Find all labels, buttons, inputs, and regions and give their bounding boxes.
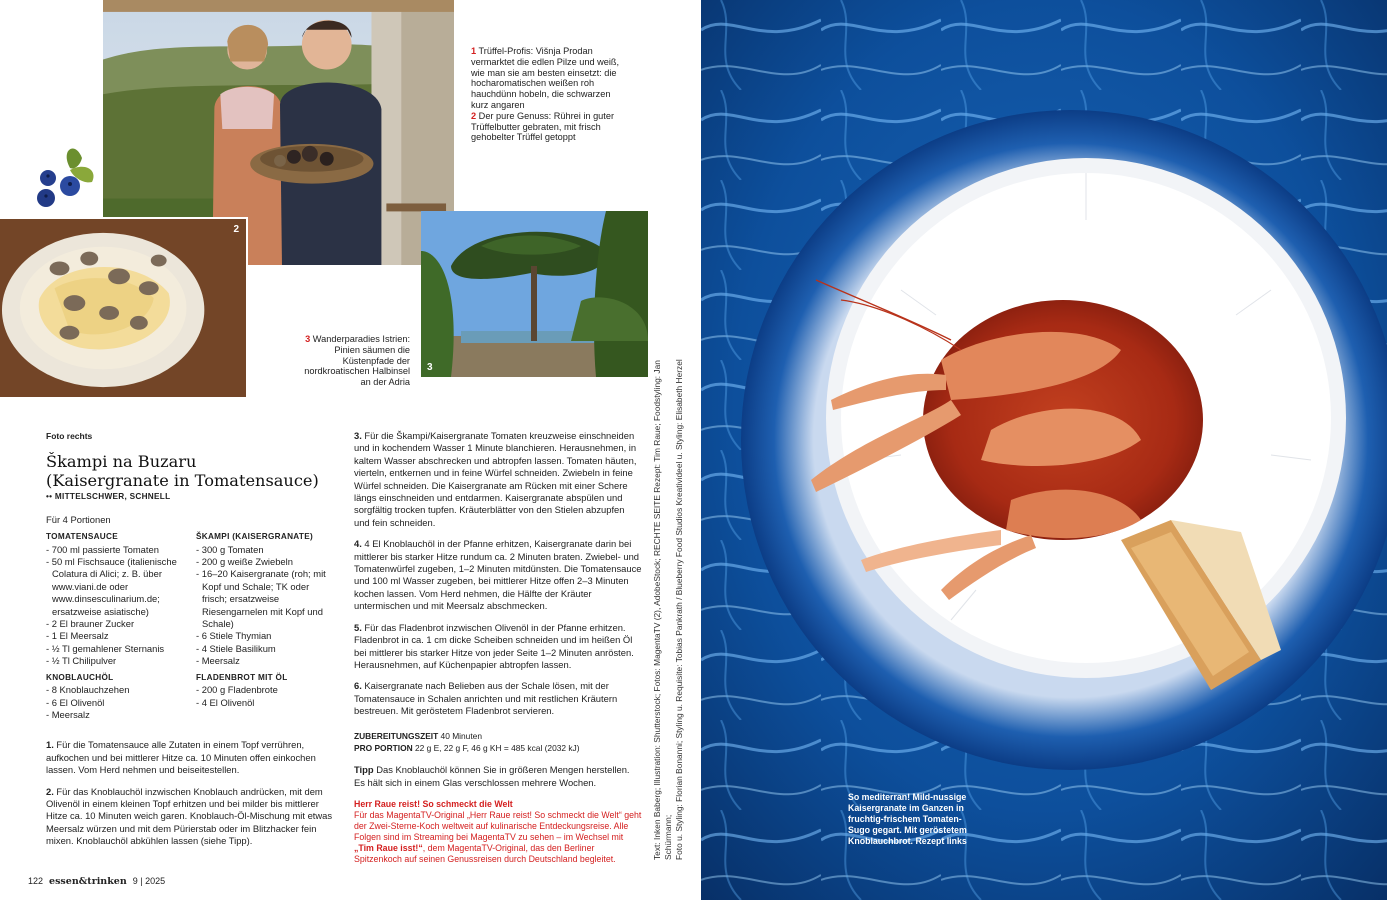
difficulty-label: •• MITTELSCHWER, SCHNELL bbox=[46, 492, 171, 502]
nutrition-value: 22 g E, 22 g F, 46 g KH = 485 kcal (2032 kJ) bbox=[412, 742, 580, 753]
photo-captions-1-2 bbox=[471, 46, 621, 143]
ingredient-item: - 4 Stiele Basilikum bbox=[196, 643, 336, 655]
step-number: 1. bbox=[46, 739, 54, 751]
tv-promo bbox=[354, 799, 642, 865]
blueberry-illustration bbox=[30, 140, 102, 208]
recipe-column-left bbox=[46, 430, 336, 848]
tip-label: Tipp bbox=[354, 764, 374, 776]
photo-scrambled-eggs-truffle bbox=[0, 217, 248, 397]
ingredient-item: - Meersalz bbox=[196, 655, 336, 667]
step-number: 2. bbox=[46, 785, 54, 797]
step-4 bbox=[354, 538, 642, 612]
ingredient-item: - 4 El Olivenöl bbox=[196, 697, 336, 709]
tip-text: Das Knoblauchöl können Sie in größeren Mengen herstellen. Es hält sich in einem Glas verschlossen mehrere Wochen. bbox=[354, 764, 630, 788]
step-text: Für das Knoblauchöl inzwischen Knoblauch andrücken, mit dem Olivenöl in einem kleinen Topf erhitzen und bei milder bis mittlerer Hitze ca. 10 Minuten weich garen. Knoblauch-Öl-Mischung mit etwas Meersalz würzen und mit dem Pürierstab oder im Blitzhacker fein mixen. Knoblauchöl abkühlen lassen (siehe Tipp). bbox=[46, 785, 333, 847]
caption-number-2: 2 bbox=[471, 110, 477, 121]
caption-number-1: 1 bbox=[471, 46, 477, 56]
tip bbox=[354, 764, 642, 789]
caption-2-text: Der pure Genuss: Rührei in guter Trüffelbutter gebraten, mit frisch gehobelter Trüffel getoppt bbox=[471, 110, 615, 143]
ingredient-item: - 6 Stiele Thymian bbox=[196, 630, 336, 642]
ingredient-item: - ½ Tl gemahlener Sternanis bbox=[46, 643, 186, 655]
right-page-dish-photo bbox=[701, 0, 1387, 900]
step-text: Für das Fladenbrot inzwischen Olivenöl in der Pfanne erhitzen. Fladenbrot in ca. 1 cm dicke Scheiben schneiden und im heißen Öl bei mittlerer bis starker Hitze von jeder Seite 1–2 Minuten anrösten. Herausnehmen, auf Küchenpapier abtropfen lassen. bbox=[354, 621, 634, 670]
promo-title: Herr Raue reist! So schmeckt die Welt bbox=[354, 799, 513, 810]
photo-caption-3 bbox=[300, 334, 410, 388]
recipe-title-line1: Škampi na Buzaru bbox=[46, 452, 197, 472]
prep-time bbox=[354, 730, 642, 742]
credits-line-1: Text: Inken Baberg; Illustration: Shutterstock; Fotos: MagentaTV (2), AdobeStock; RECHTE SEITE Rezept: Tim Raue; Foodstyling: Jan Schürmann; bbox=[652, 360, 673, 860]
step-number: 6. bbox=[354, 680, 362, 692]
ingredient-list bbox=[46, 684, 186, 721]
promo-text-2: , dem MagentaTV-Original, das den Berliner Spitzenkoch auf seinen Genussreisen durch Deutschland begleitet. bbox=[354, 843, 616, 865]
dish-caption-text: So mediterran! Mild-nussige Kaisergranate im Ganzen in fruchtig-frischem Tomaten-Sugo gegart. Mit geröstetem Knoblauchbrot. bbox=[848, 792, 967, 846]
ingredient-group-flatbread bbox=[196, 672, 336, 709]
ingredients bbox=[46, 530, 336, 725]
step-text: Für die Škampi/Kaisergranate Tomaten kreuzweise einschneiden und in kochendem Wasser 1 Minute blanchieren. Herausnehmen, in kaltem Wasser abschrecken und abtropfen lassen. Tomaten häuten, vierteln, entkernen und in feine Würfel schneiden. Zwiebeln in feine Würfel schneiden. Die Kaisergranate am Rücken mit einer Schere längs einschneiden und entdarmen. Kaisergranate abspülen und sorgfältig trocken tupfen. Kräuterblätter von den Stielen abzupfen und fein schneiden. bbox=[354, 430, 637, 528]
dish-caption bbox=[848, 792, 978, 847]
step-1 bbox=[46, 739, 336, 776]
step-text: Für die Tomatensauce alle Zutaten in einem Topf verrühren, aufkochen und bei mittlerer Hitze ca. 10 Minuten offen einkochen lassen. Vom Herd nehmen und beiseitestellen. bbox=[46, 739, 316, 776]
dish-photo bbox=[701, 0, 1387, 900]
nutrition-label: PRO PORTION bbox=[354, 742, 413, 753]
photo-number-2: 2 bbox=[233, 224, 239, 235]
ingredient-item: - ½ Tl Chilipulver bbox=[46, 655, 186, 667]
photo-number-3: 3 bbox=[427, 362, 433, 373]
ingredient-item: - 2 El brauner Zucker bbox=[46, 618, 186, 630]
step-2 bbox=[46, 786, 336, 848]
nutrition bbox=[354, 742, 642, 754]
photo-istria-pines bbox=[421, 211, 648, 377]
portions-label: Für 4 Portionen bbox=[46, 513, 111, 525]
ingredient-heading: KNOBLAUCHÖL bbox=[46, 672, 114, 682]
credits-line-2: Foto u. Styling: Florian Bonanni; Styling u. Requisite: Tobias Pankrath / Blueberry Food Studios Kreativideel u. Styling: Elisabeth Herzel bbox=[674, 359, 684, 860]
ingredients-col-left bbox=[46, 530, 186, 725]
step-text: Kaisergranate nach Belieben aus der Schale lösen, mit der Tomatensauce in Schalen anrichten und mit restlichen Kräutern bestreuen. Mit geröstetem Fladenbrot servieren. bbox=[354, 680, 618, 717]
ingredient-item: - 8 Knoblauchzehen bbox=[46, 684, 186, 696]
ingredient-item: - 200 g Fladenbrote bbox=[196, 684, 336, 696]
recipe-meta bbox=[354, 730, 642, 755]
recipe-title bbox=[46, 453, 336, 490]
step-number: 4. bbox=[354, 538, 362, 550]
ingredient-item: - 1 El Meersalz bbox=[46, 630, 186, 642]
ingredient-heading: FLADENBROT MIT ÖL bbox=[196, 672, 288, 682]
prep-time-label: ZUBEREITUNGSZEIT bbox=[354, 730, 439, 741]
folio bbox=[28, 876, 165, 887]
ingredient-heading: TOMATENSAUCE bbox=[46, 532, 118, 542]
step-text: 4 El Knoblauchöl in der Pfanne erhitzen, Kaisergranate darin bei mittlerer bis starker Hitze rundum ca. 2 Minuten braten. Zwiebel- und Tomatenwürfel zugeben, 1–2 Minuten mitdünsten. Die Tomatensauce und 100 ml Wasser zugeben, bei mittlerer Hitze offen 2–3 Minuten kochen lassen. Vom Herd nehmen, die Hälfte der Kräuter untermischen und mit Meersalz abschmecken. bbox=[354, 538, 642, 612]
prep-time-value: 40 Minuten bbox=[438, 730, 482, 741]
ingredient-item: - 50 ml Fischsauce (italienische Colatura di Alici; z. B. über www.viani.de oder www.dinsesculinarium.de; ersatzweise asiatische) bbox=[46, 556, 186, 618]
caption-1-text: Trüffel-Profis: Višnja Prodan vermarktet die edlen Pilze und weiß, wie man sie am besten einsetzt: die hocharomatischen weißen roh hauchdünn hobeln, die schwarzen kurz angaren bbox=[471, 46, 620, 110]
ingredient-item: - 16–20 Kaisergranate (roh; mit Kopf und Schale; TK oder frisch; ersatzweise Riesengarnelen mit Kopf und Schale) bbox=[196, 568, 336, 630]
ingredient-group-tomato-sauce bbox=[46, 531, 186, 667]
ingredient-list bbox=[46, 544, 186, 668]
ingredient-heading: ŠKAMPI (KAISERGRANATE) bbox=[196, 532, 313, 542]
ingredient-item: - 200 g weiße Zwiebeln bbox=[196, 556, 336, 568]
recipe-column-right bbox=[354, 430, 642, 865]
step-6 bbox=[354, 680, 642, 717]
page-number: 122 bbox=[28, 876, 44, 886]
recipe-title-line2: (Kaisergranate in Tomatensauce) bbox=[46, 470, 319, 490]
ingredient-item: - 700 ml passierte Tomaten bbox=[46, 544, 186, 556]
recipe-kicker: Foto rechts bbox=[46, 431, 93, 441]
dish-caption-ref: Rezept links bbox=[913, 836, 967, 846]
issue-number: 9 | 2025 bbox=[132, 876, 166, 886]
promo-text-1: Für das MagentaTV-Original „Herr Raue reist! So schmeckt die Welt“ geht der Zwei-Sterne-Koch weltweit auf kulinarische Entdeckungsreise. Alle Folgen sind im Streaming bei MagentaTV zu sehen – im Wechsel mit bbox=[354, 810, 642, 843]
step-5 bbox=[354, 622, 642, 672]
ingredient-list bbox=[196, 684, 336, 709]
caption-3-text: Wanderparadies Istrien: Pinien säumen die Küstenpfade der nordkroatischen Halbinsel an der Adria bbox=[304, 334, 410, 388]
ingredient-item: - 6 El Olivenöl bbox=[46, 697, 186, 709]
ingredient-list bbox=[196, 544, 336, 668]
photo-credits bbox=[652, 340, 684, 860]
step-number: 3. bbox=[354, 430, 362, 441]
ingredients-col-right bbox=[196, 530, 336, 725]
ingredient-item: - 300 g Tomaten bbox=[196, 544, 336, 556]
ingredient-item: - Meersalz bbox=[46, 709, 186, 721]
step-3 bbox=[354, 430, 642, 529]
ingredient-group-garlic-oil bbox=[46, 672, 186, 722]
promo-show-name: „Tim Raue isst!“ bbox=[354, 843, 423, 854]
magazine-brand: essen&trinken bbox=[49, 876, 127, 887]
step-number: 5. bbox=[354, 621, 362, 633]
caption-number-3: 3 bbox=[305, 334, 311, 344]
ingredient-group-scampi bbox=[196, 531, 336, 667]
